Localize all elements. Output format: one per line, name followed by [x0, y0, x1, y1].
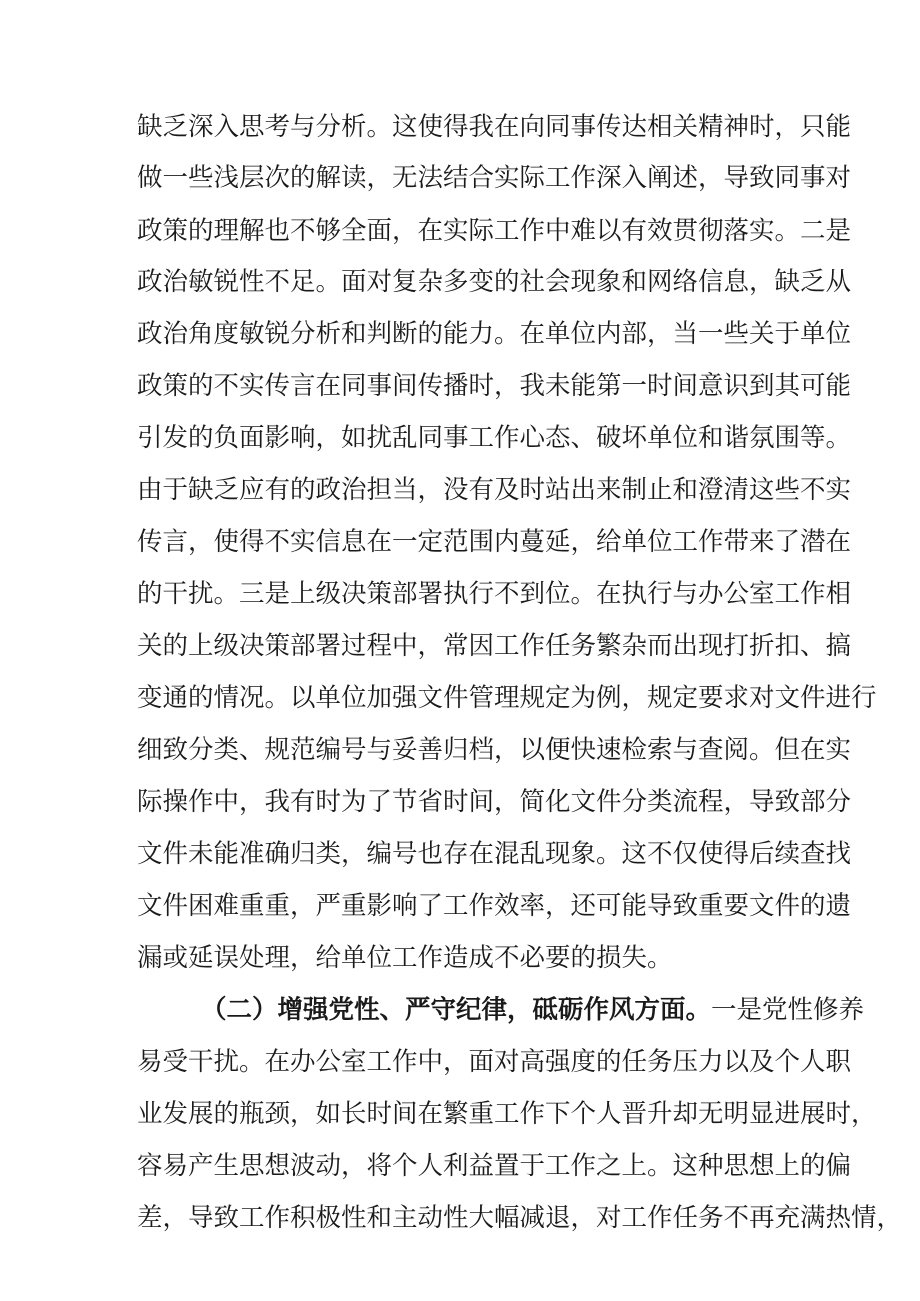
text-line: 际操作中，我有时为了节省时间，简化文件分类流程，导致部分 — [137, 787, 852, 817]
text-line: 缺乏深入思考与分析。这使得我在向同事传达相关精神时，只能 — [137, 112, 852, 142]
text-line: 文件困难重重，严重影响了工作效率，还可能导致重要文件的遗 — [137, 891, 852, 921]
text-line: 业发展的瓶颈，如长时间在繁重工作下个人晋升却无明显进展时， — [137, 1099, 877, 1129]
text-line: 政策的不实传言在同事间传播时，我未能第一时间意识到其可能 — [137, 371, 852, 401]
text-line: 政治角度敏锐分析和判断的能力。在单位内部，当一些关于单位 — [137, 319, 852, 349]
text-line: 易受干扰。在办公室工作中，面对高强度的任务压力以及个人职 — [137, 1047, 852, 1077]
text-line: 关的上级决策部署过程中，常因工作任务繁杂而出现打折扣、搞 — [137, 631, 852, 661]
text-line: 漏或延误处理，给单位工作造成不必要的损失。 — [137, 943, 673, 973]
text-line: 容易产生思想波动，将个人利益置于工作之上。这种思想上的偏 — [137, 1151, 852, 1181]
text-line: 引发的负面影响，如扰乱同事工作心态、破坏单位和谐氛围等。 — [137, 423, 852, 453]
text-line: 细致分类、规范编号与妥善归档，以便快速检索与查阅。但在实 — [137, 735, 852, 765]
text-line: 做一些浅层次的解读，无法结合实际工作深入阐述，导致同事对 — [137, 163, 852, 193]
text-line: 政策的理解也不够全面，在实际工作中难以有效贯彻落实。二是 — [137, 216, 852, 246]
text-line: 政治敏锐性不足。面对复杂多变的社会现象和网络信息，缺乏从 — [137, 267, 852, 297]
text-line: 文件未能准确归类，编号也存在混乱现象。这不仅使得后续查找 — [137, 839, 852, 869]
text-line: 的干扰。三是上级决策部署执行不到位。在执行与办公室工作相 — [137, 579, 852, 609]
section-heading-rest: 一是党性修养 — [711, 995, 865, 1025]
text-line: 变通的情况。以单位加强文件管理规定为例，规定要求对文件进行 — [137, 683, 877, 713]
text-line: 差，导致工作积极性和主动性大幅减退，对工作任务不再充满热情， — [137, 1203, 903, 1233]
section-heading: （二）增强党性、严守纪律，砥砺作风方面。 — [201, 995, 712, 1025]
section-heading-line — [137, 986, 865, 1034]
text-line: 传言，使得不实信息在一定范围内蔓延，给单位工作带来了潜在 — [137, 527, 852, 557]
text-line: 由于缺乏应有的政治担当，没有及时站出来制止和澄清这些不实 — [137, 475, 852, 505]
